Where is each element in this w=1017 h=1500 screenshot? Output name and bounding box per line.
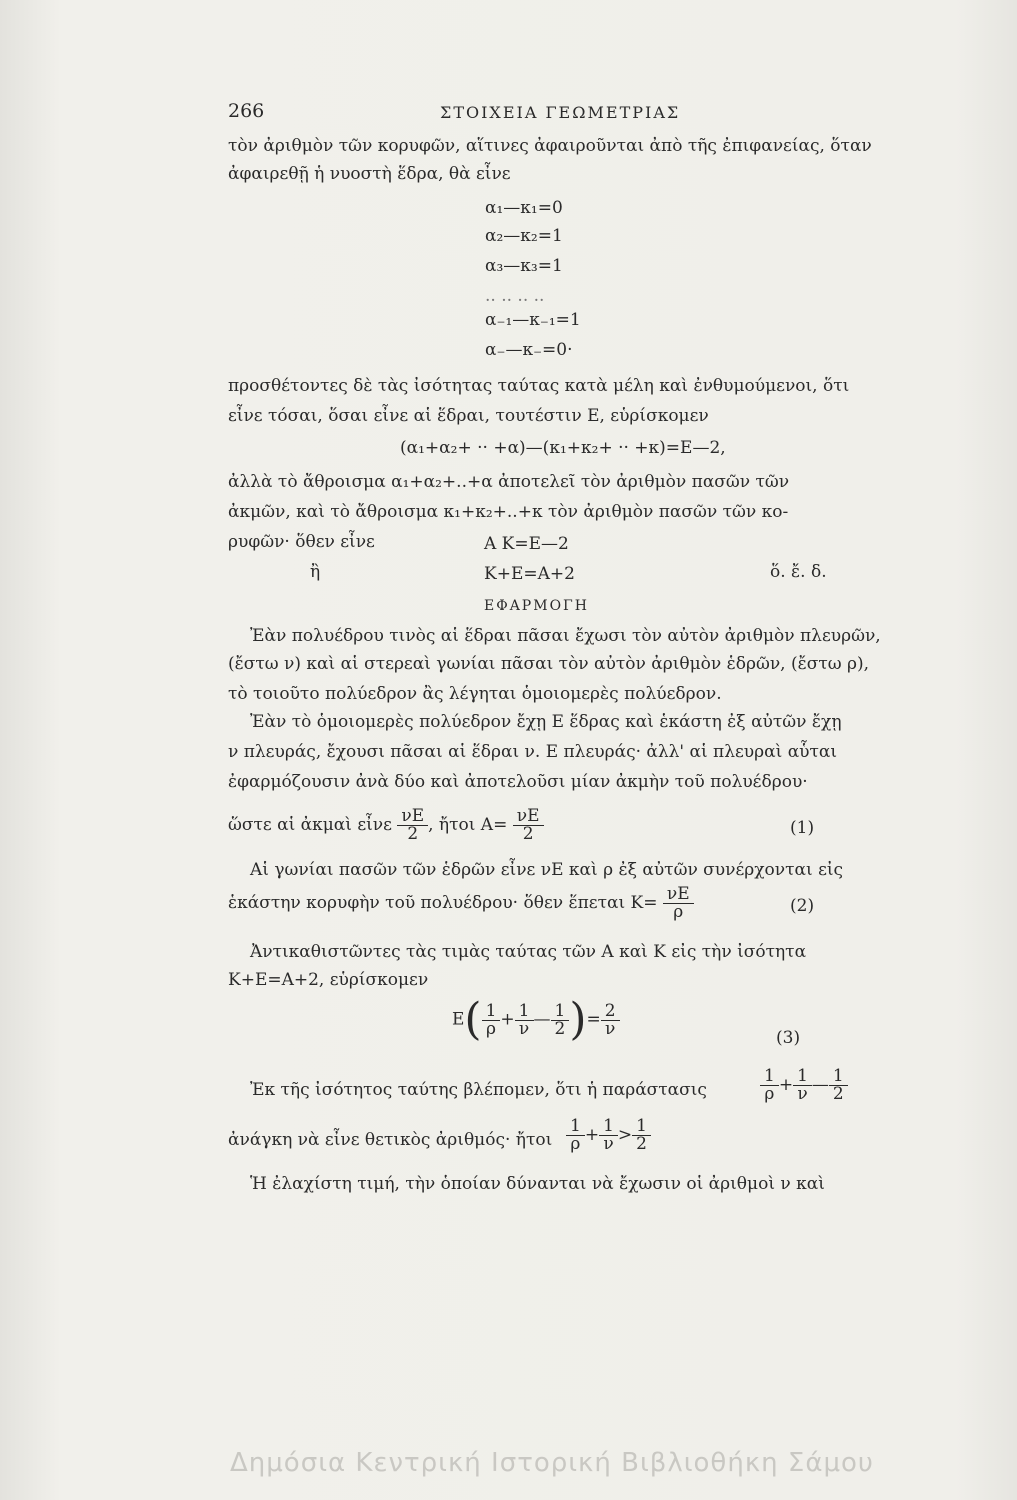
denominator: ν bbox=[518, 1018, 530, 1039]
text-line: (ἔστω ν) καὶ αἱ στερεαὶ γωνίαι πᾶσαι τὸν αὐτὸν ἀριθμὸν ἑδρῶν, (ἔστω ρ), bbox=[228, 654, 870, 674]
ellipsis-row: .. .. .. .. bbox=[485, 286, 545, 306]
equation: α₋—κ₋=0· bbox=[485, 340, 573, 360]
library-watermark: Δημόσια Κεντρική Ιστορική Βιβλιοθήκη Σάμου bbox=[230, 1448, 874, 1478]
fraction-1-nu bbox=[793, 1068, 812, 1103]
denominator: ρ bbox=[486, 1018, 496, 1039]
numerator: 1 bbox=[760, 1068, 779, 1086]
paren-left: ( bbox=[464, 994, 482, 1045]
numerator: 1 bbox=[551, 1003, 570, 1021]
numerator: 1 bbox=[482, 1003, 501, 1021]
text-line: Κ+Ε=Α+2, εὑρίσκομεν bbox=[228, 970, 429, 990]
denominator: 2 bbox=[636, 1134, 647, 1154]
numerator: 1 bbox=[793, 1068, 812, 1086]
text-line: Ἡ ἐλαχίστη τιμή, τὴν ὁποίαν δύνανται νὰ ἔχωσιν οἱ ἀριθμοὶ ν καὶ bbox=[250, 1174, 825, 1194]
numerator: 1 bbox=[515, 1003, 534, 1021]
equation-3 bbox=[452, 994, 620, 1045]
fraction-2-nu bbox=[601, 1000, 620, 1039]
equals-sign: = bbox=[586, 1009, 601, 1030]
equation: α₂—κ₂=1 bbox=[485, 226, 563, 246]
numerator: νΕ bbox=[513, 808, 544, 826]
numerator: 1 bbox=[829, 1068, 848, 1086]
or-word: ἢ bbox=[310, 562, 321, 582]
denominator: 2 bbox=[407, 824, 419, 844]
denominator: 2 bbox=[554, 1018, 566, 1039]
denominator: 2 bbox=[522, 824, 534, 844]
section-title: ΕΦΑΡΜΟΓΗ bbox=[484, 598, 589, 614]
fraction-nE-rho bbox=[663, 886, 694, 921]
denominator: ρ bbox=[673, 902, 684, 922]
numerator: νΕ bbox=[397, 808, 428, 826]
minus-sign: — bbox=[533, 1009, 551, 1030]
denominator: 2 bbox=[832, 1084, 844, 1104]
running-title: ΣΤΟΙΧΕΙΑ ΓΕΩΜΕΤΡΙΑΣ bbox=[440, 103, 681, 122]
text-line: Ἀντικαθιστῶντες τὰς τιμὰς ταύτας τῶν Α καὶ Κ εἰς τὴν ἰσότητα bbox=[250, 942, 807, 962]
text-line: ν πλευράς, ἔχουσι πᾶσαι αἱ ἕδραι ν. Ε πλευράς· ἀλλ' αἱ πλευραὶ αὗται bbox=[228, 742, 838, 762]
text: ὥστε αἱ ἀκμαὶ εἶνε bbox=[228, 815, 392, 835]
denominator: ν bbox=[797, 1084, 808, 1104]
page-number: 266 bbox=[228, 100, 265, 122]
fraction-1-2 bbox=[632, 1118, 651, 1153]
text-line: ἀνάγκη νὰ εἶνε θετικὸς ἀριθμός· ἤτοι bbox=[228, 1130, 553, 1150]
equation: α₃—κ₃=1 bbox=[485, 256, 563, 276]
plus-sign: + bbox=[584, 1125, 600, 1145]
numerator: 1 bbox=[566, 1118, 585, 1136]
denominator: ρ bbox=[570, 1134, 581, 1154]
equation-number: (2) bbox=[790, 896, 815, 916]
text-line: Ἐὰν πολυέδρου τινὸς αἱ ἕδραι πᾶσαι ἔχωσι τὸν αὐτὸν ἀριθμὸν πλευρῶν, bbox=[250, 626, 881, 646]
numerator: 2 bbox=[601, 1003, 620, 1021]
text-line: ἀφαιρεθῇ ἡ νυοστὴ ἕδρα, θὰ εἶνε bbox=[228, 164, 511, 184]
equation: α₁—κ₁=0 bbox=[485, 198, 563, 218]
text-line: τὸν ἀριθμὸν τῶν κορυφῶν, αἵτινες ἀφαιροῦνται ἀπὸ τῆς ἐπιφανείας, ὅταν bbox=[228, 136, 872, 156]
equation-number: (3) bbox=[776, 1028, 801, 1048]
text-line: ἀλλὰ τὸ ἄθροισμα α₁+α₂+..+α ἀποτελεῖ τὸν ἀριθμὸν πασῶν τῶν bbox=[228, 472, 790, 492]
fraction-nE-2 bbox=[397, 808, 428, 843]
denominator: ρ bbox=[764, 1084, 775, 1104]
denominator: ν bbox=[603, 1134, 614, 1154]
euler-equation: Α Κ=Ε—2 bbox=[484, 534, 569, 554]
fraction-nE-2 bbox=[513, 808, 544, 843]
text: , ἤτοι Α= bbox=[428, 815, 508, 835]
numerator: 1 bbox=[632, 1118, 651, 1136]
text-line: ἐφαρμόζουσιν ἀνὰ δύο καὶ ἀποτελοῦσι μίαν ἀκμὴν τοῦ πολυέδρου· bbox=[228, 772, 808, 792]
fraction-1-nu bbox=[599, 1118, 618, 1153]
formula-line-1 bbox=[228, 808, 544, 843]
text-line: Ἐὰν τὸ ὁμοιομερὲς πολύεδρον ἔχῃ Ε ἕδρας καὶ ἑκάστη ἐξ αὐτῶν ἔχῃ bbox=[250, 712, 842, 732]
text-line: Αἱ γωνίαι πασῶν τῶν ἑδρῶν εἶνε νΕ καὶ ρ ἐξ αὐτῶν συνέρχονται εἰς bbox=[250, 860, 844, 880]
plus-sign: + bbox=[778, 1075, 794, 1095]
qed-mark: ὅ. ἔ. δ. bbox=[770, 562, 827, 582]
fraction-1-rho bbox=[482, 1000, 501, 1039]
denominator: ν bbox=[604, 1018, 616, 1039]
text-line: προσθέτοντες δὲ τὰς ἰσότητας ταύτας κατὰ μέλη καὶ ἐνθυμούμενοι, ὅτι bbox=[228, 376, 850, 396]
greater-than-sign: > bbox=[617, 1125, 633, 1145]
formula-line-2 bbox=[228, 886, 694, 921]
fraction-1-2 bbox=[551, 1000, 570, 1039]
numerator: 1 bbox=[599, 1118, 618, 1136]
text: ἑκάστην κορυφὴν τοῦ πολυέδρου· ὅθεν ἕπεται Κ= bbox=[228, 893, 658, 913]
symbol-E: Ε bbox=[452, 1009, 465, 1030]
paren-right: ) bbox=[569, 994, 587, 1045]
minus-sign: — bbox=[811, 1075, 829, 1095]
fraction-1-nu bbox=[515, 1000, 534, 1039]
plus-sign: + bbox=[500, 1009, 515, 1030]
euler-formula: Κ+Ε=Α+2 bbox=[484, 564, 575, 584]
numerator: νΕ bbox=[663, 886, 694, 904]
text-line: ρυφῶν· ὅθεν εἶνε bbox=[228, 532, 375, 552]
text-line: εἶνε τόσαι, ὅσαι εἶνε αἱ ἕδραι, τουτέστιν Ε, εὑρίσκομεν bbox=[228, 406, 709, 426]
equation: α₋₁—κ₋₁=1 bbox=[485, 310, 581, 330]
inequality bbox=[566, 1118, 651, 1153]
fraction-1-rho bbox=[566, 1118, 585, 1153]
text-line: τὸ τοιοῦτο πολύεδρον ἂς λέγηται ὁμοιομερὲς πολύεδρον. bbox=[228, 684, 722, 704]
text-line: Ἐκ τῆς ἰσότητος ταύτης βλέπομεν, ὅτι ἡ παράστασις bbox=[250, 1080, 707, 1100]
text-line: ἀκμῶν, καὶ τὸ ἄθροισμα κ₁+κ₂+..+κ τὸν ἀριθμὸν πασῶν τῶν κο- bbox=[228, 502, 789, 522]
fraction-1-2 bbox=[829, 1068, 848, 1103]
fraction-1-rho bbox=[760, 1068, 779, 1103]
sum-equation: (α₁+α₂+ ·· +α)—(κ₁+κ₂+ ·· +κ)=E—2, bbox=[400, 438, 726, 458]
equation-number: (1) bbox=[790, 818, 815, 838]
expression bbox=[760, 1068, 848, 1103]
